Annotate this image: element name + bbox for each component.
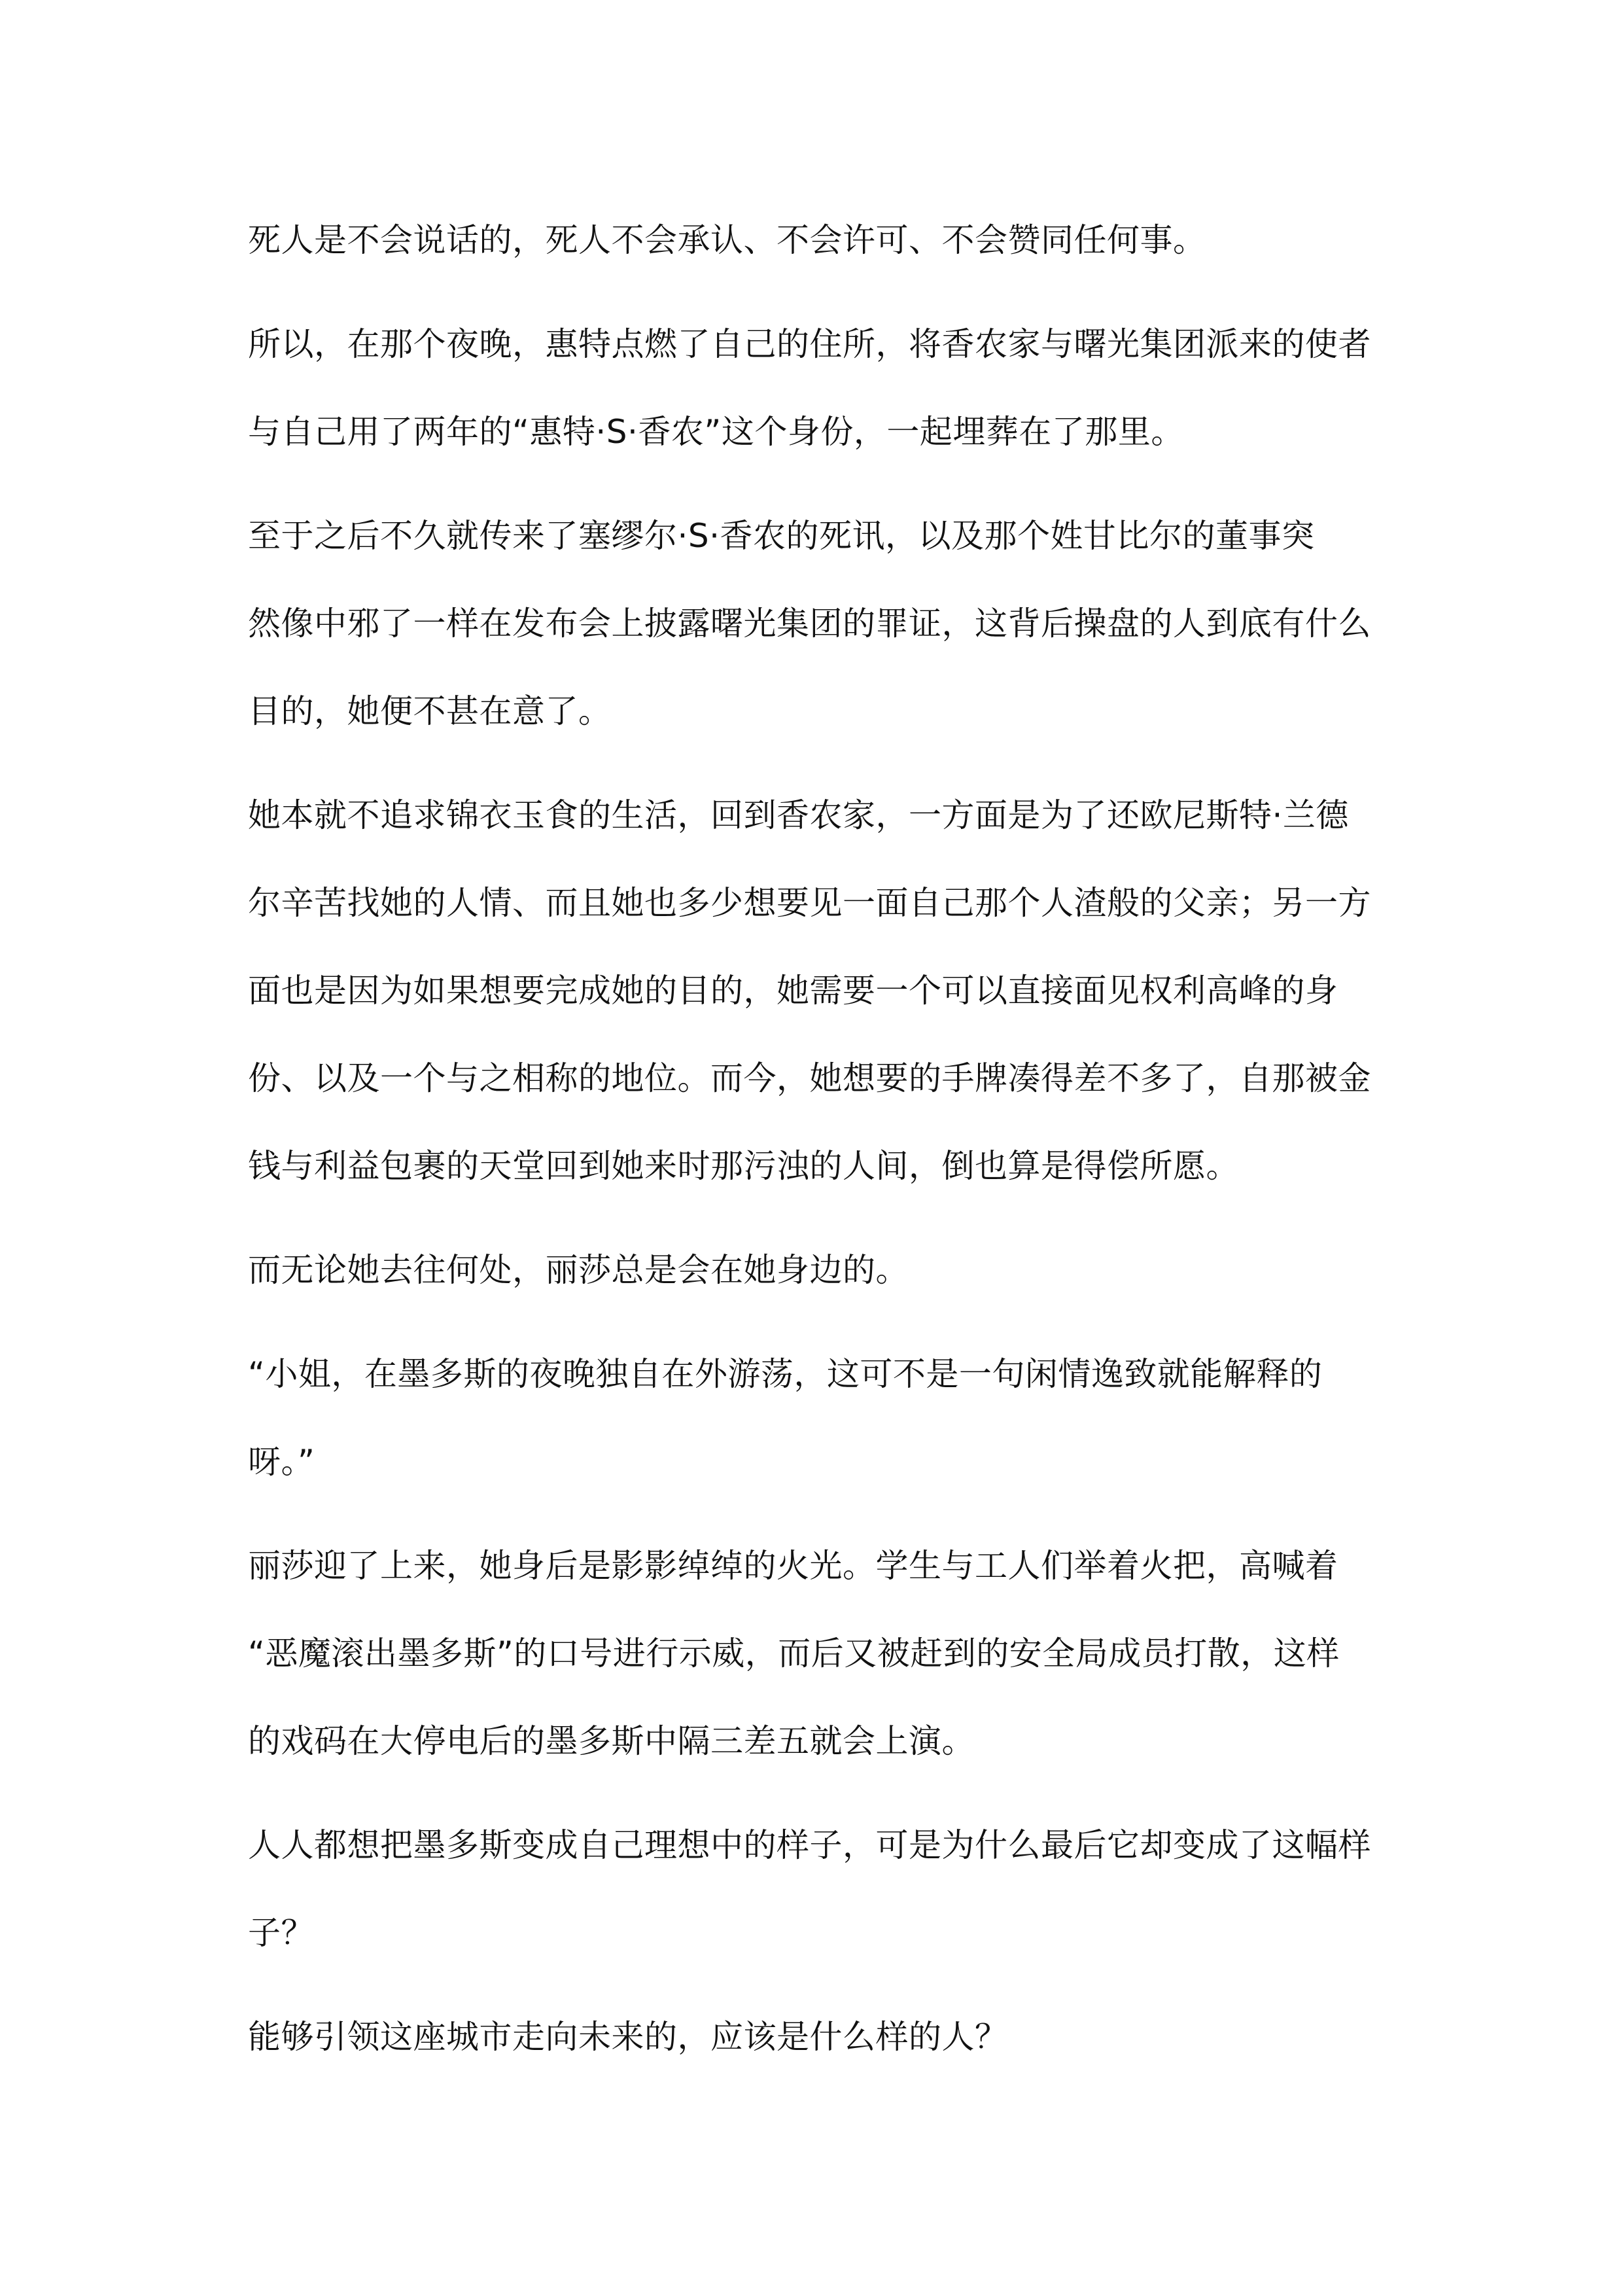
- text-line: 至于之后不久就传来了塞缪尔·S·香农的死讯，以及那个姓甘比尔的董事突: [248, 517, 1315, 555]
- text-line: 的戏码在大停电后的墨多斯中隔三差五就会上演。: [248, 1722, 975, 1760]
- text-line: 她本就不追求锦衣玉食的生活，回到香农家，一方面是为了还欧尼斯特·兰德: [248, 796, 1349, 834]
- paragraph-3: [248, 492, 1399, 755]
- text-line: 目的，她便不甚在意了。: [248, 692, 612, 730]
- paragraph-5: [248, 1226, 1399, 1314]
- text-line: 子？: [248, 1914, 314, 1952]
- text-line: 能够引领这座城市走向未来的，应该是什么样的人？: [248, 2018, 1008, 2056]
- paragraph-2: [248, 300, 1399, 476]
- text-line: 与自己用了两年的“惠特·S·香农”这个身份，一起埋葬在了那里。: [248, 413, 1184, 451]
- text-line: 人人都想把墨多斯变成自己理想中的样子，可是为什么最后它却变成了这幅样: [248, 1826, 1371, 1864]
- paragraph-1: [248, 196, 1399, 284]
- text-body: [248, 196, 1399, 2097]
- text-line: 所以，在那个夜晚，惠特点燃了自己的住所，将香农家与曙光集团派来的使者: [248, 325, 1371, 363]
- paragraph-7: [248, 1522, 1399, 1785]
- text-line: 而无论她去往何处，丽莎总是会在她身边的。: [248, 1251, 909, 1289]
- text-line: 尔辛苦找她的人情、而且她也多少想要见一面自己那个人渣般的父亲；另一方: [248, 884, 1371, 922]
- text-line: 死人是不会说话的，死人不会承认、不会许可、不会赞同任何事。: [248, 221, 1206, 259]
- paragraph-8: [248, 1801, 1399, 1977]
- text-line: 面也是因为如果想要完成她的目的，她需要一个可以直接面见权利高峰的身: [248, 972, 1338, 1010]
- text-line: 呀。”: [248, 1443, 315, 1481]
- text-line: 份、以及一个与之相称的地位。而今，她想要的手牌凑得差不多了，自那被金: [248, 1059, 1371, 1097]
- paragraph-9: [248, 1993, 1399, 2081]
- text-line: 钱与利益包裹的天堂回到她来时那污浊的人间，倒也算是得偿所愿。: [248, 1147, 1239, 1185]
- paragraph-6: [248, 1330, 1399, 1506]
- text-line: “恶魔滚出墨多斯”的口号进行示威，而后又被赶到的安全局成员打散，这样: [248, 1634, 1340, 1672]
- text-line: 丽莎迎了上来，她身后是影影绰绰的火光。学生与工人们举着火把，高喊着: [248, 1547, 1338, 1585]
- text-line: “小姐，在墨多斯的夜晚独自在外游荡，这可不是一句闲情逸致就能解释的: [248, 1355, 1323, 1393]
- text-line: 然像中邪了一样在发布会上披露曙光集团的罪证，这背后操盘的人到底有什么: [248, 605, 1371, 643]
- paragraph-4: [248, 771, 1399, 1210]
